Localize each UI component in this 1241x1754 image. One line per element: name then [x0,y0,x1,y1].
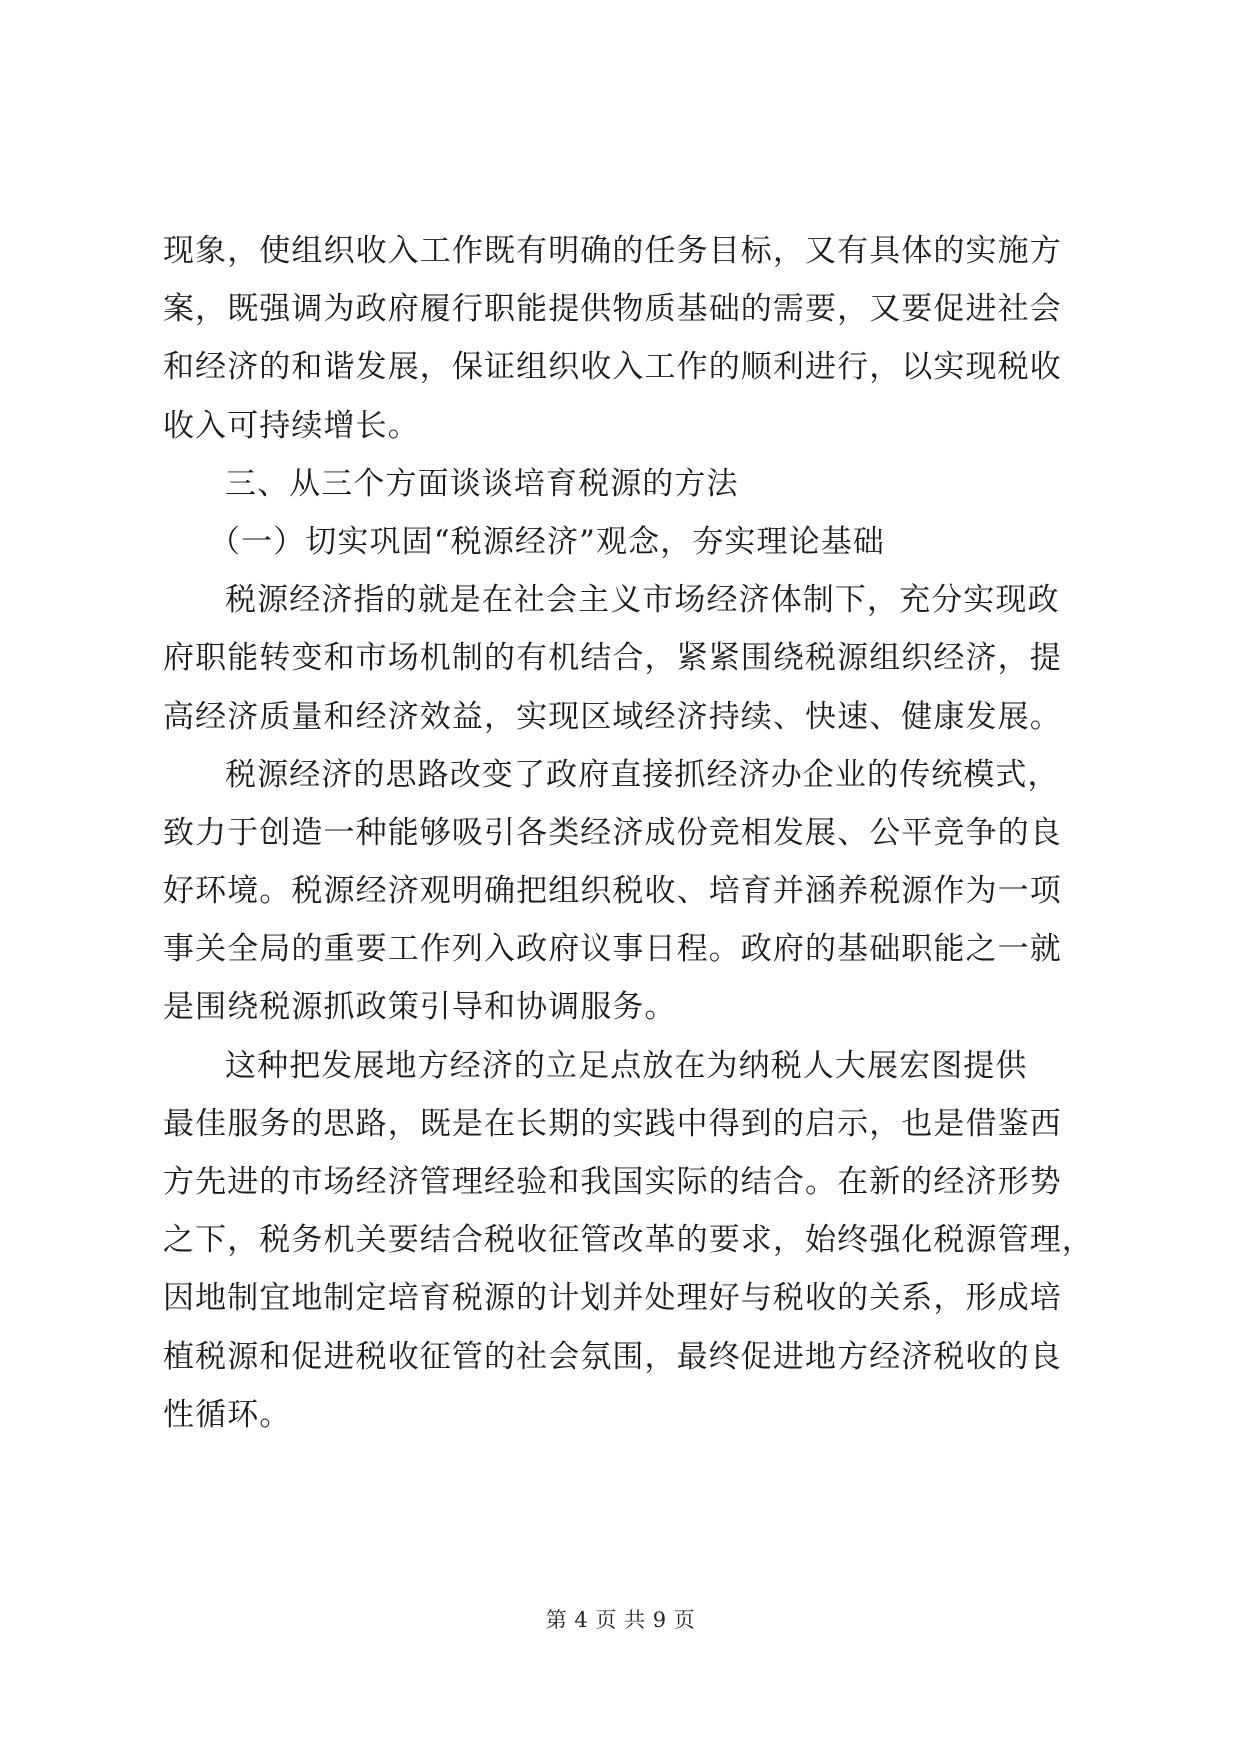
text-line: 性循环。 [163,1396,292,1433]
text-line: 府职能转变和市场机制的有机结合，紧紧围绕税源组织经济，提 [163,640,1062,677]
text-line: 因地制宜地制定培育税源的计划并处理好与税收的关系，形成培 [163,1280,1062,1317]
text-line: 事关全局的重要工作列入政府议事日程。政府的基础职能之一就 [163,931,1062,968]
text-line: 植税源和促进税收征管的社会氛围，最终促进地方经济税收的良 [163,1338,1062,1375]
document-body [163,222,1093,1444]
subsection-heading: （一）切实巩固“税源经济”观念，夯实理论基础 [209,523,885,560]
text-line: 致力于创造一种能够吸引各类经济成份竞相发展、公平竞争的良 [163,814,1062,851]
text-line: 这种把发展地方经济的立足点放在为纳税人大展宏图提供 [225,1047,1028,1084]
page-number: 第 4 页 共 9 页 [545,1608,696,1632]
text-line: 好环境。税源经济观明确把组织税收、培育并涵养税源作为一项 [163,873,1062,910]
text-line: 现象，使组织收入工作既有明确的任务目标，又有具体的实施方 [163,233,1062,269]
text-line: 高经济质量和经济效益，实现区域经济持续、快速、健康发展。 [163,698,1062,735]
page-footer [0,1604,1241,1634]
text-line: 之下，税务机关要结合税收征管改革的要求，始终强化税源管理， [163,1222,1094,1259]
text-line: 税源经济指的就是在社会主义市场经济体制下，充分实现政 [225,582,1060,619]
section-heading: 三、从三个方面谈谈培育税源的方法 [225,465,739,502]
text-line: 和经济的和谐发展，保证组织收入工作的顺利进行，以实现税收 [163,349,1062,386]
text-line: 收入可持续增长。 [163,407,420,444]
text-line: 案，既强调为政府履行职能提供物质基础的需要，又要促进社会 [163,291,1062,328]
text-line: 方先进的市场经济管理经验和我国实际的结合。在新的经济形势 [163,1164,1062,1200]
text-line: 最佳服务的思路，既是在长期的实践中得到的启示，也是借鉴西 [163,1105,1062,1142]
text-line: 税源经济的思路改变了政府直接抓经济办企业的传统模式， [225,756,1060,793]
text-line: 是围绕税源抓政策引导和协调服务。 [163,989,677,1026]
